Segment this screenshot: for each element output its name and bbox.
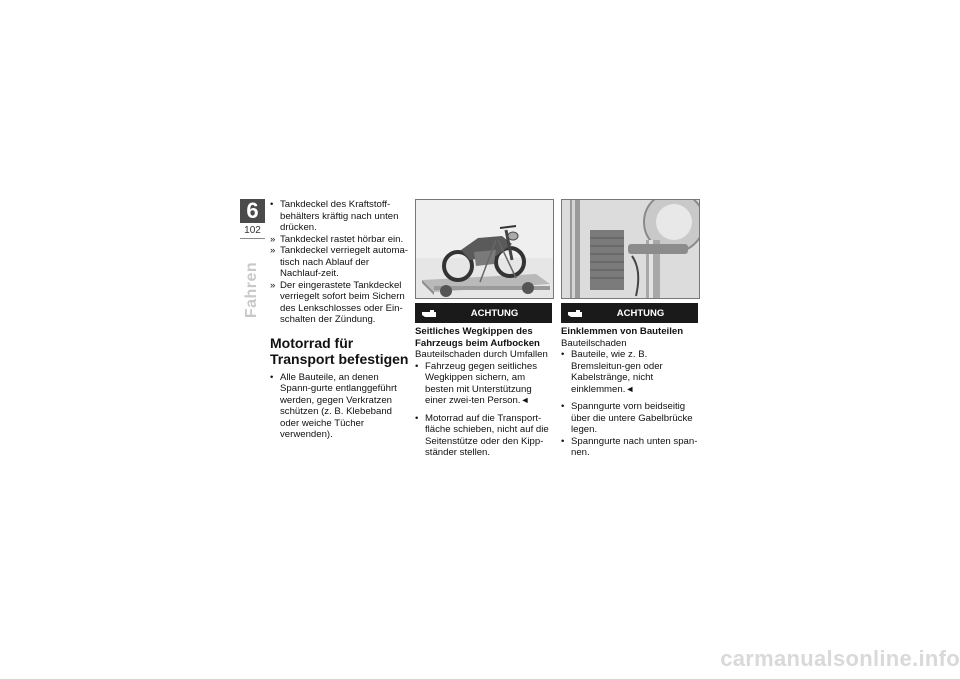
list-item: • Spanngurte nach unten span-nen. [561, 436, 701, 459]
list-item: » Der eingerastete Tankdeckel verriegelt sofort beim Sichern des Lenkschlosses oder Ein-schalten der Zündung. [270, 280, 410, 326]
list-item: • Motorrad auf die Transport-fläche schieben, nicht auf die Seitenstütze oder den Kipp-ständer stellen. [415, 413, 555, 459]
warning-banner [561, 303, 698, 323]
list-item-text: Bauteile, wie z. B. Bremsleitun-gen oder Kabelstränge, nicht einklemmen. [571, 349, 663, 395]
list-item: » Tankdeckel verriegelt automa-tisch nach Ablauf der Nachlauf-zeit. [270, 245, 410, 280]
list-item: • Spanngurte vorn beidseitig über die untere Gabelbrücke legen. [561, 401, 701, 436]
text-column-3 [561, 326, 701, 459]
warning-title: Seitliches Wegkippen des Fahrzeugs beim Aufbocken [415, 326, 540, 349]
hand-warning-icon [421, 307, 437, 319]
front-fork-closeup-photo [561, 199, 700, 299]
warning-label: ACHTUNG [616, 308, 665, 319]
end-of-warning-mark: ◄ [625, 383, 635, 394]
motorcycle-trailer-illustration [416, 200, 553, 298]
chapter-side-label [232, 261, 272, 319]
chapter-side-label-text: Fahren [243, 261, 260, 319]
page-number: 102 [244, 225, 261, 236]
end-of-warning-mark: ◄ [520, 395, 530, 405]
warning-subtitle: Bauteilschaden durch Umfallen [415, 349, 548, 360]
list-item-text: Fahrzeug gegen seitliches Wegkippen sichern, am besten mit Unterstützung einer zwei-ten Person. [425, 360, 537, 406]
list-item: • Alle Bauteile, an denen Spann-gurte entlanggeführt werden, gegen Verkratzen schützen (z. B. Klebeband oder weiche Tücher verwenden). [270, 372, 410, 441]
section-title: Motorrad für Transport befestigen [270, 334, 409, 367]
warning-title: Einklemmen von Bauteilen [561, 326, 684, 337]
text-column-2 [415, 326, 555, 459]
list-item: • Tankdeckel des Kraftstoff-behälters kräftig nach unten drücken. [270, 199, 410, 234]
text-column-1 [270, 199, 410, 441]
warning-banner [415, 303, 552, 323]
hand-warning-icon [567, 307, 583, 319]
warning-label: ACHTUNG [470, 308, 519, 319]
list-item [561, 349, 701, 395]
chapter-number: 6 [240, 199, 265, 223]
page-number-divider [240, 238, 265, 239]
site-watermark: carmanualsonline.info [720, 646, 960, 671]
fork-closeup-illustration [562, 200, 699, 298]
motorcycle-on-trailer-photo [415, 199, 554, 299]
warning-subtitle: Bauteilschaden [561, 337, 627, 349]
list-item: » Tankdeckel rastet hörbar ein. [270, 234, 410, 246]
list-item [415, 361, 555, 407]
